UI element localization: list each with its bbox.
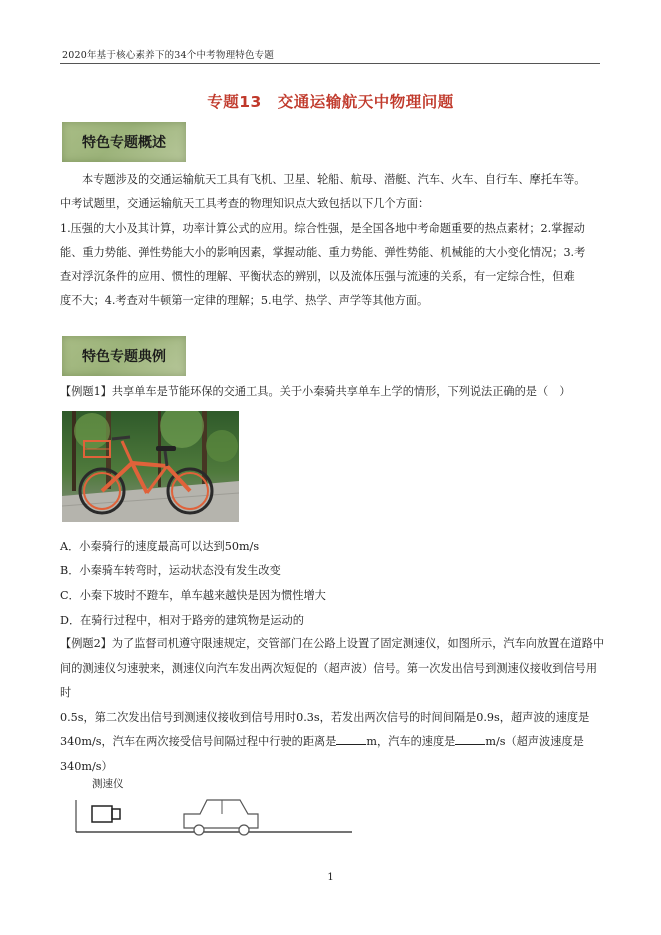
overview-line: 中考试题里，交通运输航天工具考查的物理知识点大致包括以下几个方面： bbox=[60, 197, 430, 211]
example2-line: 【例题2】为了监督司机遵守限速规定，交管部门在公路上设置了固定测速仪，如图所示，汽车向放置在道路中 bbox=[60, 637, 605, 650]
section-banner-examples: 特色专题典例 bbox=[62, 336, 186, 376]
overview-line: 本专题涉及的交通运输航天工具有飞机、卫星、轮船、航母、潜艇、汽车、火车、自行车、摩托车等。 bbox=[82, 173, 586, 186]
example2-text: m/s（超声波速度是 bbox=[485, 735, 584, 748]
overview-line: 查对浮沉条件的应用、惯性的理解、平衡状态的辨别，以及流体压强与流速的关系，有一定综合性，但难 bbox=[60, 270, 575, 284]
overview-paragraph bbox=[60, 168, 605, 314]
example2-line: 340m/s） bbox=[60, 759, 113, 773]
overview-line: 能、重力势能、弹性势能大小的影响因素，掌握动能、重力势能、弹性势能、机械能的大小变化情况；3.考 bbox=[60, 245, 586, 259]
section-banner-overview: 特色专题概述 bbox=[62, 122, 186, 162]
answer-blank-distance[interactable] bbox=[336, 732, 366, 745]
example2-question bbox=[60, 632, 608, 779]
page-title: 专题13 交通运输航天中物理问题 bbox=[207, 93, 454, 111]
example2-line: 间的测速仪匀速驶来，测速仪向汽车发出两次短促的（超声波）信号。第一次发出信号到测速仪接收到信号用时 bbox=[60, 661, 598, 699]
speed-camera-label: 测速仪 bbox=[92, 778, 124, 790]
header-rule bbox=[60, 63, 600, 64]
example2-line bbox=[60, 730, 608, 755]
diagram-drawing bbox=[62, 770, 362, 840]
speed-camera-diagram bbox=[62, 770, 362, 840]
overview-line: 度不大；4.考查对牛顿第一定律的理解；5.电学、热学、声学等其他方面。 bbox=[60, 294, 429, 308]
page-header: 2020年基于核心素养下的34个中考物理特色专题 bbox=[62, 50, 275, 61]
answer-blank-speed[interactable] bbox=[455, 732, 485, 745]
example2-text: 340m/s，汽车在两次接受信号间隔过程中行驶的距离是 bbox=[60, 735, 337, 748]
bicycle-photo bbox=[62, 411, 239, 522]
example2-text: m，汽车的速度是 bbox=[366, 735, 456, 748]
option-c: C．小秦下坡时不蹬车，单车越来越快是因为惯性增大 bbox=[60, 589, 326, 602]
option-a: A．小秦骑行的速度最高可以达到50m/s bbox=[60, 540, 260, 553]
option-b: B．小秦骑车转弯时，运动状态没有发生改变 bbox=[60, 564, 281, 577]
page-number: 1 bbox=[327, 872, 334, 883]
example1-question: 【例题1】共享单车是节能环保的交通工具。关于小秦骑共享单车上学的情形，下列说法正确的是（ ） bbox=[60, 385, 571, 398]
overview-line: 1.压强的大小及其计算，功率计算公式的应用。综合性强，是全国各地中考命题重要的热点素材；2.掌握动 bbox=[60, 221, 585, 235]
example2-line: 0.5s，第二次发出信号到测速仪接收到信号用时0.3s，若发出两次信号的时间间隔是0.9s，超声波的速度是 bbox=[60, 710, 590, 724]
option-d: D．在骑行过程中，相对于路旁的建筑物是运动的 bbox=[60, 614, 304, 627]
bicycle-image bbox=[62, 411, 239, 522]
